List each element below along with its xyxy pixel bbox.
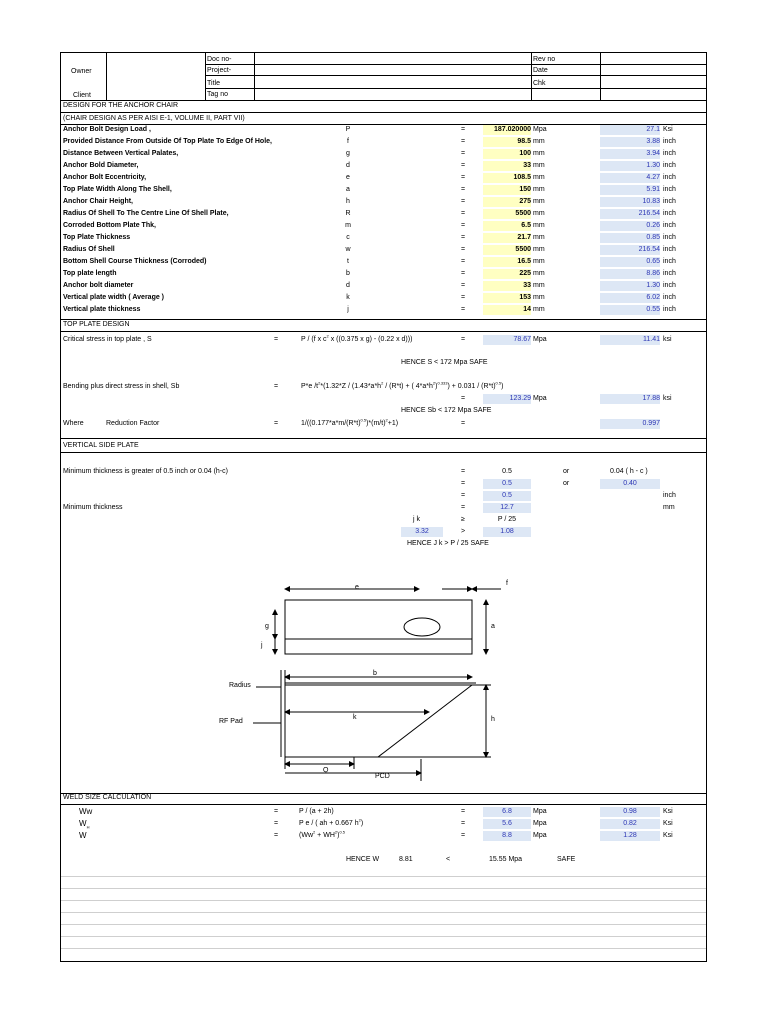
equals: =: [274, 336, 279, 343]
label-rf-pad: RF Pad: [219, 718, 243, 725]
param-converted: 3.94: [600, 149, 660, 159]
equals: =: [461, 820, 466, 827]
equals: =: [461, 395, 466, 402]
label-j: j: [261, 642, 263, 649]
param-value: 33: [483, 161, 531, 171]
equals: =: [461, 492, 466, 499]
hence-safe-sb: HENCE Sb < 172 Mpa SAFE: [401, 407, 492, 414]
mm-unit: mm: [663, 504, 675, 511]
tag-no-label: Tag no: [207, 91, 229, 98]
label-k: k: [353, 714, 357, 721]
param-label: Corroded Bottom Plate Thk,: [63, 222, 156, 229]
weld-formula-wh: P e / ( ah + 0.667 $h^2$): [299, 817, 364, 827]
equals: =: [461, 468, 466, 475]
param-value: 150: [483, 185, 531, 195]
param-unit: mm: [533, 294, 545, 301]
param-value: 187.020000: [483, 125, 531, 135]
label-a: a: [491, 623, 495, 630]
min-thickness-label: Minimum thickness: [63, 504, 123, 511]
param-converted: 216.54: [600, 245, 660, 255]
calculation-sheet: [60, 52, 707, 962]
param-equals: =: [461, 162, 466, 169]
hence-safe-s: HENCE S < 172 Mpa SAFE: [401, 359, 488, 366]
param-symbol: t: [347, 258, 349, 265]
param-converted: 1.30: [600, 161, 660, 171]
param-converted-unit: inch: [663, 294, 676, 301]
reduction-factor-value: 0.997: [600, 419, 660, 429]
param-converted: 0.85: [600, 233, 660, 243]
bending-stress-formula: P*e $/t^2*(1.32*Z / (1.43*a*h^2 / (R*t)$ + ( $4*a*h^2)^{0.333}) + 0.031 / (R*t)^{0.5}$): [301, 380, 504, 390]
hence-safe-jk: HENCE J k > P / 25 SAFE: [407, 540, 489, 547]
label-e: e: [355, 584, 359, 591]
lt-symbol: <: [446, 856, 451, 863]
param-converted-unit: inch: [663, 138, 676, 145]
param-symbol: R: [345, 210, 351, 217]
param-converted: 4.27: [600, 173, 660, 183]
param-converted: 10.83: [600, 197, 660, 207]
param-equals: =: [461, 150, 466, 157]
chk-label: Chk: [533, 80, 546, 87]
param-symbol: P: [345, 126, 351, 133]
critical-stress-label: Critical stress in top plate , S: [63, 336, 152, 343]
equals: =: [274, 808, 279, 815]
equals: =: [461, 480, 466, 487]
param-converted: 1.30: [600, 281, 660, 291]
param-converted: 8.86: [600, 269, 660, 279]
client-label: Client: [73, 92, 91, 99]
param-label: Radius Of Shell To The Centre Line Of Shell Plate,: [63, 210, 229, 217]
reduction-factor-formula: $1/((0.177*a*m/(R*t)^{0.5})*(m/t)^2+1)$: [301, 417, 399, 427]
param-value: 98.5: [483, 137, 531, 147]
param-symbol: d: [346, 282, 350, 289]
gridline: [61, 876, 706, 877]
weld-hence: HENCE W: [346, 856, 380, 863]
weld-ww-ksi: 0.98: [600, 807, 660, 817]
where-label: Where: [63, 420, 84, 427]
param-converted-unit: inch: [663, 198, 676, 205]
param-unit: Mpa: [533, 126, 547, 133]
design-title: DESIGN FOR THE ANCHOR CHAIR: [63, 102, 178, 109]
param-unit: mm: [533, 174, 545, 181]
param-equals: =: [461, 270, 466, 277]
param-equals: =: [461, 138, 466, 145]
p25-val: 1.08: [483, 527, 531, 537]
param-symbol: a: [346, 186, 350, 193]
param-converted-unit: inch: [663, 270, 676, 277]
weld-w-val: 8.8: [483, 831, 531, 841]
param-converted-unit: inch: [663, 234, 676, 241]
gridline: [61, 924, 706, 925]
weld-sym-wh: $W_H$: [79, 819, 90, 830]
weld-w-ksi-unit: Ksi: [663, 832, 673, 839]
param-converted-unit: inch: [663, 210, 676, 217]
param-label: Anchor Bolt Eccentricity,: [63, 174, 147, 181]
param-symbol: d: [346, 162, 350, 169]
param-label: Anchor Bold Diameter,: [63, 162, 139, 169]
weld-heading: WELD SIZE CALCULATION: [63, 794, 152, 801]
param-converted: 5.91: [600, 185, 660, 195]
label-b: b: [373, 670, 377, 677]
param-equals: =: [461, 186, 466, 193]
min-thickness-rule: Minimum thickness is greater of 0.5 inch or 0.04 (h-c): [63, 468, 228, 475]
param-symbol: h: [346, 198, 350, 205]
critical-stress-unit: Mpa: [533, 336, 547, 343]
owner-label: Owner: [71, 68, 92, 75]
label-q: Q: [323, 767, 329, 774]
param-label: Anchor Chair Height,: [63, 198, 134, 205]
param-unit: mm: [533, 270, 545, 277]
param-converted-unit: inch: [663, 162, 676, 169]
weld-wh-val: 5.6: [483, 819, 531, 829]
param-unit: mm: [533, 258, 545, 265]
param-label: Provided Distance From Outside Of Top Plate To Edge Of Hole,: [63, 138, 272, 145]
param-converted-unit: inch: [663, 258, 676, 265]
weld-formula-ww: P / (a + 2h): [299, 808, 334, 815]
governing-thk-inch: 0.5: [483, 491, 531, 501]
param-converted-unit: inch: [663, 174, 676, 181]
equals: =: [461, 504, 466, 511]
param-converted: 0.55: [600, 305, 660, 315]
design-subtitle: (CHAIR DESIGN AS PER AISI E-1, VOLUME II, PART VII): [63, 115, 245, 122]
param-equals: =: [461, 222, 466, 229]
param-converted: 3.88: [600, 137, 660, 147]
param-unit: mm: [533, 138, 545, 145]
label-radius: Radius: [229, 682, 251, 689]
param-value: 21.7: [483, 233, 531, 243]
param-symbol: w: [345, 246, 351, 253]
critical-stress-ksi: 11.41: [600, 335, 660, 345]
param-value: 100: [483, 149, 531, 159]
equals: =: [461, 420, 466, 427]
inch-unit: inch: [663, 492, 676, 499]
jk-label: j k: [413, 516, 420, 523]
gusset-slope: [378, 685, 472, 757]
weld-ww-unit: Mpa: [533, 808, 547, 815]
weld-safe: SAFE: [557, 856, 576, 863]
param-converted: 0.26: [600, 221, 660, 231]
param-symbol: e: [346, 174, 350, 181]
section-line: [61, 793, 707, 794]
weld-w-ksi: 1.28: [600, 831, 660, 841]
param-equals: =: [461, 306, 466, 313]
bolt-hole-shape: [404, 618, 440, 636]
param-symbol: g: [346, 150, 350, 157]
critical-stress-value: 78.67: [483, 335, 531, 345]
hc-label: 0.04 ( h - c ): [610, 468, 648, 475]
param-unit: mm: [533, 186, 545, 193]
label-f: f: [506, 580, 508, 587]
date-label: Date: [533, 67, 548, 74]
title-label: Title: [207, 80, 220, 87]
param-converted-unit: inch: [663, 282, 676, 289]
param-value: 153: [483, 293, 531, 303]
weld-ww-ksi-unit: Ksi: [663, 808, 673, 815]
param-unit: mm: [533, 222, 545, 229]
jk-val: 3.32: [401, 527, 443, 537]
equals: =: [461, 832, 466, 839]
hc-val: 0.40: [600, 479, 660, 489]
label-pcd: PCD: [375, 773, 390, 780]
param-equals: =: [461, 282, 466, 289]
param-equals: =: [461, 174, 466, 181]
equals: =: [461, 808, 466, 815]
param-value: 16.5: [483, 257, 531, 267]
min-thk-val: 0.5: [483, 479, 531, 489]
weld-w-unit: Mpa: [533, 832, 547, 839]
param-equals: =: [461, 294, 466, 301]
param-value: 33: [483, 281, 531, 291]
bending-stress-ksi: 17.88: [600, 394, 660, 404]
param-value: 225: [483, 269, 531, 279]
critical-stress-ksi-unit: ksi: [663, 336, 672, 343]
param-converted-unit: inch: [663, 222, 676, 229]
weld-w-result: 8.81: [399, 856, 413, 863]
param-equals: =: [461, 246, 466, 253]
param-label: Distance Between Vertical Palates,: [63, 150, 179, 157]
label-h: h: [491, 716, 495, 723]
weld-wh-ksi-unit: Ksi: [663, 820, 673, 827]
param-label: Anchor bolt diameter: [63, 282, 134, 289]
param-unit: mm: [533, 210, 545, 217]
param-value: 6.5: [483, 221, 531, 231]
reduction-factor-label: Reduction Factor: [106, 420, 160, 427]
param-label: Top Plate Thickness: [63, 234, 131, 241]
weld-wh-unit: Mpa: [533, 820, 547, 827]
param-converted: 6.02: [600, 293, 660, 303]
ge-symbol: ≥: [461, 516, 465, 523]
param-value: 5500: [483, 209, 531, 219]
p25-label: P / 25: [497, 516, 517, 523]
param-equals: =: [461, 234, 466, 241]
gridline: [61, 912, 706, 913]
param-label: Top Plate Width Along The Shell,: [63, 186, 172, 193]
param-converted-unit: inch: [663, 246, 676, 253]
gridline: [61, 900, 706, 901]
weld-wh-ksi: 0.82: [600, 819, 660, 829]
param-value: 275: [483, 197, 531, 207]
equals: =: [274, 420, 279, 427]
param-symbol: j: [347, 306, 349, 313]
param-symbol: b: [346, 270, 350, 277]
label-g: g: [265, 623, 269, 630]
weld-sym-ww: Ww: [79, 807, 93, 816]
param-label: Anchor Bolt Design Load ,: [63, 126, 151, 133]
param-symbol: f: [347, 138, 349, 145]
bending-stress-value: 123.29: [483, 394, 531, 404]
param-unit: mm: [533, 198, 545, 205]
param-value: 108.5: [483, 173, 531, 183]
param-equals: =: [461, 258, 466, 265]
param-unit: mm: [533, 306, 545, 313]
doc-no-label: Doc no-: [207, 56, 232, 63]
param-equals: =: [461, 210, 466, 217]
equals: =: [274, 832, 279, 839]
bending-stress-ksi-unit: ksi: [663, 395, 672, 402]
gridline: [61, 936, 706, 937]
param-converted: 0.65: [600, 257, 660, 267]
param-label: Vertical plate width ( Average ): [63, 294, 165, 301]
param-symbol: m: [345, 222, 351, 229]
param-label: Radius Of Shell: [63, 246, 115, 253]
section-line: [61, 804, 707, 805]
or-label: or: [563, 480, 570, 487]
param-equals: =: [461, 126, 466, 133]
param-symbol: c: [346, 234, 350, 241]
gridline: [61, 948, 706, 949]
param-unit: mm: [533, 150, 545, 157]
gridline: [61, 888, 706, 889]
bending-stress-unit: Mpa: [533, 395, 547, 402]
param-converted: 216.54: [600, 209, 660, 219]
param-converted-unit: inch: [663, 150, 676, 157]
gt-symbol: >: [461, 528, 466, 535]
weld-limit: 15.55 Mpa: [489, 856, 523, 863]
project-label: Project-: [207, 67, 232, 74]
param-value: 14: [483, 305, 531, 315]
param-label: Bottom Shell Course Thickness (Corroded): [63, 258, 207, 265]
min-thk-inch: 0.5: [502, 468, 512, 475]
param-equals: =: [461, 198, 466, 205]
top-plate-heading: TOP PLATE DESIGN: [63, 321, 130, 328]
param-unit: mm: [533, 162, 545, 169]
equals: =: [274, 820, 279, 827]
param-converted-unit: inch: [663, 186, 676, 193]
equals: =: [461, 336, 466, 343]
governing-thk-mm: 12.7: [483, 503, 531, 513]
param-converted-unit: inch: [663, 306, 676, 313]
param-label: Vertical plate thickness: [63, 306, 141, 313]
weld-formula-w: $(Ww^2 + WH^2)^{0.5}$: [299, 829, 346, 839]
param-value: 5500: [483, 245, 531, 255]
rev-no-label: Rev no: [533, 56, 556, 63]
param-converted-unit: Ksi: [663, 126, 673, 133]
weld-sym-w: W: [79, 831, 87, 840]
param-unit: mm: [533, 246, 545, 253]
param-label: Top plate length: [63, 270, 117, 277]
critical-stress-formula: P / (f x $c^2$ x ((0.375 x g) - (0.22 x d))): [301, 333, 413, 343]
weld-ww-val: 6.8: [483, 807, 531, 817]
top-plate-shape: [285, 600, 472, 654]
param-symbol: k: [346, 294, 350, 301]
vertical-plate-heading: VERTICAL SIDE PLATE: [63, 442, 139, 449]
equals: =: [274, 383, 279, 390]
param-unit: mm: [533, 234, 545, 241]
or-label: or: [563, 468, 570, 475]
param-converted: 27.1: [600, 125, 660, 135]
param-unit: mm: [533, 282, 545, 289]
bending-stress-label: Bending plus direct stress in shell, Sb: [63, 383, 180, 390]
